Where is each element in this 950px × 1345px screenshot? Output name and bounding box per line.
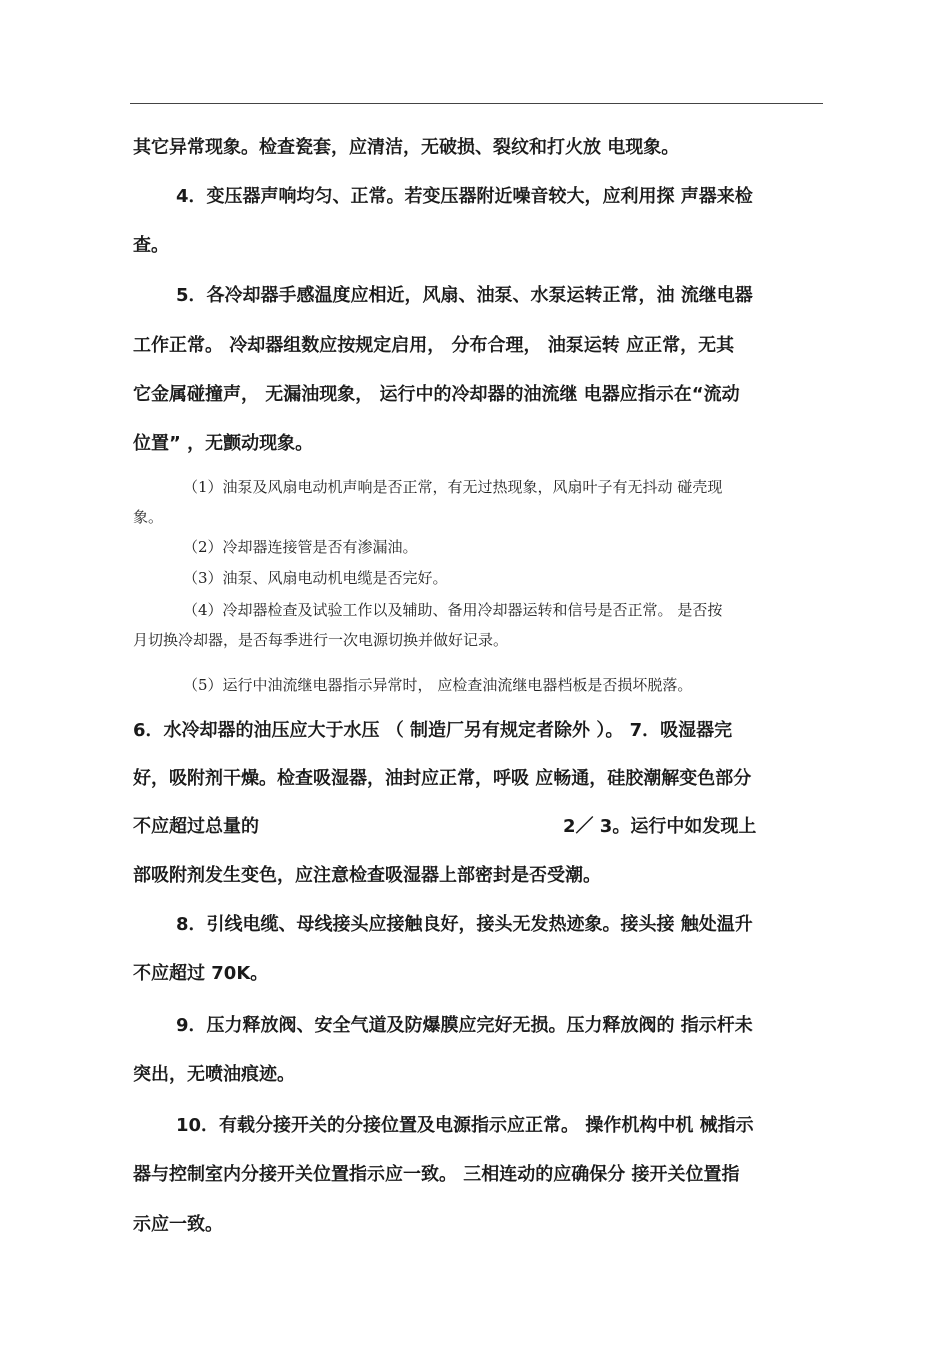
text-line: 器与控制室内分接开关位置指示应一致。 三相连动的应确保分 接开关位置指 — [133, 1164, 740, 1185]
text-line: （3）油泵、风扇电动机电缆是否完好。 — [183, 569, 448, 587]
text-line: 突出，无喷油痕迹。 — [133, 1064, 295, 1085]
text-line: 象。 — [133, 508, 164, 526]
text-line: 4．变压器声响均匀、正常。若变压器附近噪音较大，应利用探 声器来检 — [176, 186, 753, 207]
text-line: 月切换冷却器，是否每季进行一次电源切换并做好记录。 — [133, 631, 509, 649]
text-line: 它金属碰撞声， 无漏油现象， 运行中的冷却器的油流继 电器应指示在“流动 — [133, 384, 740, 405]
text-line: （1）油泵及风扇电动机声响是否正常，有无过热现象，风扇叶子有无抖动 碰壳现 — [183, 478, 723, 496]
text-line: 不应超过总量的 — [133, 816, 259, 837]
text-line: 2／ 3。运行中如发现上 — [563, 816, 757, 837]
text-line: （2）冷却器连接管是否有渗漏油。 — [183, 538, 418, 556]
text-line: （4）冷却器检查及试验工作以及辅助、备用冷却器运转和信号是否正常。 是否按 — [183, 601, 723, 619]
text-line: 9．压力释放阀、安全气道及防爆膜应完好无损。压力释放阀的 指示杆未 — [176, 1015, 753, 1036]
text-line: 5．各冷却器手感温度应相近，风扇、油泵、水泵运转正常，油 流继电器 — [176, 285, 753, 306]
header-rule — [130, 103, 823, 104]
text-line: 好，吸附剂干燥。检查吸湿器，油封应正常，呼吸 应畅通，硅胶潮解变色部分 — [133, 768, 752, 789]
text-line: 示应一致。 — [133, 1214, 223, 1235]
text-line: 10．有载分接开关的分接位置及电源指示应正常。 操作机构中机 械指示 — [176, 1115, 754, 1136]
text-line: 查。 — [133, 235, 169, 256]
text-line: 部吸附剂发生变色，应注意检查吸湿器上部密封是否受潮。 — [133, 865, 601, 886]
text-line: 8．引线电缆、母线接头应接触良好，接头无发热迹象。接头接 触处温升 — [176, 914, 753, 935]
text-line: 不应超过 70K。 — [133, 963, 269, 984]
text-line: 工作正常。 冷却器组数应按规定启用， 分布合理， 油泵运转 应正常，无其 — [133, 335, 735, 356]
text-line: （5）运行中油流继电器指示异常时， 应检查油流继电器档板是否损坏脱落。 — [183, 676, 693, 694]
text-line: 6．水冷却器的油压应大于水压 （ 制造厂另有规定者除外 ）。 7．吸湿器完 — [133, 720, 733, 741]
text-line: 位置” ，无颤动现象。 — [133, 433, 314, 454]
text-line: 其它异常现象。检查瓷套，应清洁，无破损、裂纹和打火放 电现象。 — [133, 137, 680, 158]
